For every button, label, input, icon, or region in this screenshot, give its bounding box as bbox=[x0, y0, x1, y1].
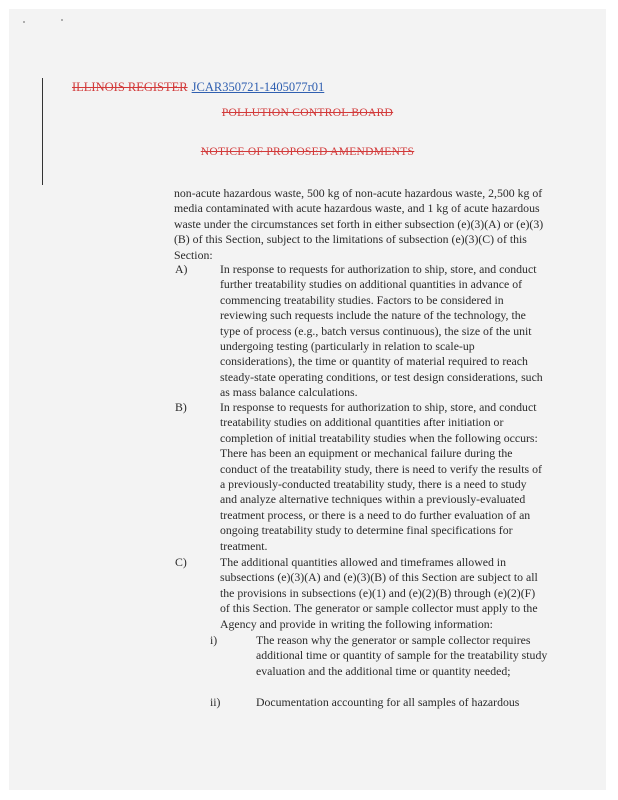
board-title-struck: POLLUTION CONTROL BOARD bbox=[221, 107, 394, 119]
sub-item-label: i) bbox=[210, 633, 218, 647]
sub-item-text: The reason why the generator or sample collector requires additional time or quantity of sample for the treatability study evaluation and the additional time or quantity needed; bbox=[256, 633, 548, 678]
register-title-struck: ILLINOIS REGISTER bbox=[72, 80, 188, 94]
document-page bbox=[9, 9, 606, 790]
item-label: B) bbox=[175, 400, 187, 414]
scan-speck bbox=[61, 19, 63, 21]
register-header bbox=[72, 80, 324, 95]
notice-title-struck: NOTICE OF PROPOSED AMENDMENTS bbox=[200, 146, 415, 158]
item-text: In response to requests for authorization to ship, store, and conduct treatability studies on additional quantities after initiation or completion of initial treatability studies when the following occurs: There has been an equipment or mechanical failure during the conduct of the treatability study, there is need to verify the results of a previously-conducted treatability study, there is a need to study and analyze alternative techniques within a previously-evaluated treatment process, or there is a need to do further evaluation of an ongoing treatability study to determine final specifications for treatment. bbox=[220, 400, 542, 553]
scan-speck bbox=[23, 21, 25, 23]
item-label: C) bbox=[175, 555, 187, 569]
jcar-id-inserted: JCAR350721-1405077r01 bbox=[191, 80, 325, 94]
sub-item-text: Documentation accounting for all samples of hazardous bbox=[256, 695, 520, 709]
item-text: In response to requests for authorization to ship, store, and conduct further treatability studies on additional quantities in advance of commencing treatability studies. Factors to be considered in reviewing such requests include the nature of the technology, the type of process (e.g., batch versus continuous), the size of the unit undergoing testing (particularly in relation to scale-up considerations), the time or quantity of material required to reach steady-state operating conditions, or test design considerations, such as mass balance calculations. bbox=[220, 262, 543, 400]
change-bar bbox=[42, 78, 43, 185]
intro-paragraph: non-acute hazardous waste, 500 kg of non-acute hazardous waste, 2,500 kg of media contaminated with acute hazardous waste, and 1 kg of acute hazardous waste under the circumstances set forth in either subsection (e)(3)(A) or (e)(3)(B) of this Section, subject to the limitations of subsection (e)(3)(C) of this Section: bbox=[174, 186, 544, 262]
item-text: The additional quantities allowed and timeframes allowed in subsections (e)(3)(A) and (e)(3)(B) of this Section are subject to all the provisions in subsections (e)(1) and (e)(2)(B) through (e)(2)(F) of this Section. The generator or sample collector must apply to the Agency and provide in writing the following information: bbox=[220, 555, 538, 631]
item-label: A) bbox=[175, 262, 188, 276]
sub-item-label: ii) bbox=[210, 695, 221, 709]
